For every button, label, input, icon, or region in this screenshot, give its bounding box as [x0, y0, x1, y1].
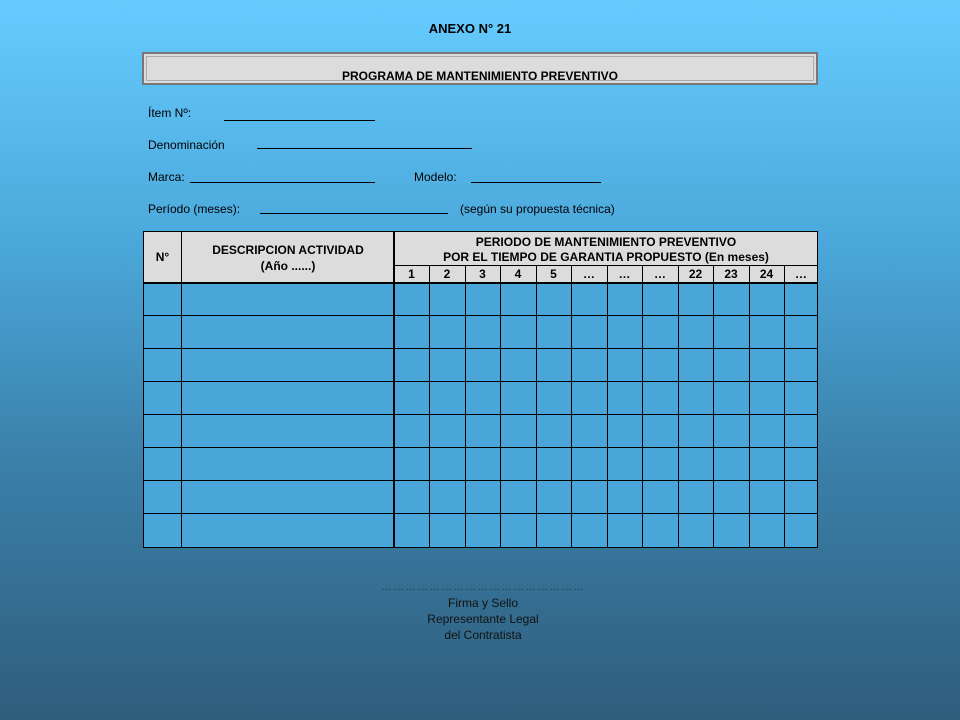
signature-line3: del Contratista: [444, 628, 522, 642]
col-description-header: DESCRIPCION ACTIVIDAD: [212, 243, 364, 257]
row-divider: [144, 447, 818, 448]
col-description-sub: (Año ......): [260, 259, 316, 273]
period-header-line2: POR EL TIEMPO DE GARANTIA PROPUESTO (En meses): [443, 250, 769, 264]
month-col-divider: [749, 265, 750, 548]
month-col-divider: [571, 265, 572, 548]
month-col-divider: [500, 265, 501, 548]
month-col-divider: [713, 265, 714, 548]
col-number-header: N°: [155, 250, 170, 264]
month-header-cell: …: [654, 267, 666, 281]
row-divider: [144, 315, 818, 316]
month-col-divider: [784, 265, 785, 548]
month-header-cell: …: [583, 267, 595, 281]
program-title: PROGRAMA DE MANTENIMIENTO PREVENTIVO: [341, 69, 619, 83]
brand-input-line[interactable]: [190, 182, 375, 183]
month-header-cell: 5: [550, 267, 557, 281]
row-divider: [144, 381, 818, 382]
month-header-cell: 24: [759, 267, 774, 281]
row-divider: [144, 480, 818, 481]
period-label: Período (meses):: [148, 202, 241, 216]
month-col-divider: [678, 265, 679, 548]
signature-line2: Representante Legal: [427, 612, 539, 626]
col-divider: [181, 232, 182, 548]
period-header-divider: [394, 265, 818, 266]
period-header-line1: PERIODO DE MANTENIMIENTO PREVENTIVO: [475, 235, 737, 249]
maintenance-table: [143, 231, 818, 548]
month-col-divider: [607, 265, 608, 548]
row-divider: [144, 513, 818, 514]
brand-label: Marca:: [148, 170, 185, 184]
month-col-divider: [536, 265, 537, 548]
month-header-cell: 3: [479, 267, 486, 281]
period-note: (según su propuesta técnica): [460, 202, 615, 216]
month-col-divider: [465, 265, 466, 548]
row-divider: [144, 414, 818, 415]
month-header-cell: 23: [724, 267, 738, 281]
denomination-input-line[interactable]: [257, 148, 472, 149]
month-header-cell: …: [618, 267, 631, 281]
period-input-line[interactable]: [260, 213, 448, 214]
signature-dotted-line: ……………………………………………: [381, 581, 585, 593]
row-divider: [144, 282, 818, 284]
row-divider: [144, 348, 818, 349]
month-col-divider: [642, 265, 643, 548]
model-input-line[interactable]: [471, 182, 601, 183]
month-header-cell: 2: [443, 267, 451, 281]
model-label: Modelo:: [414, 170, 457, 184]
month-col-divider: [429, 265, 430, 548]
col-divider: [393, 232, 395, 548]
item-label: Ítem Nº:: [148, 106, 192, 120]
month-header-cell: …: [795, 267, 807, 281]
denomination-label: Denominación: [148, 138, 225, 152]
signature-line1: Firma y Sello: [447, 596, 518, 610]
month-header-cell: 1: [408, 267, 415, 281]
annex-title: ANEXO N° 21: [428, 21, 512, 36]
month-header-cell: 22: [688, 267, 703, 281]
program-title-box: [142, 52, 818, 85]
month-header-cell: 4: [514, 267, 522, 281]
item-input-line[interactable]: [224, 120, 375, 121]
